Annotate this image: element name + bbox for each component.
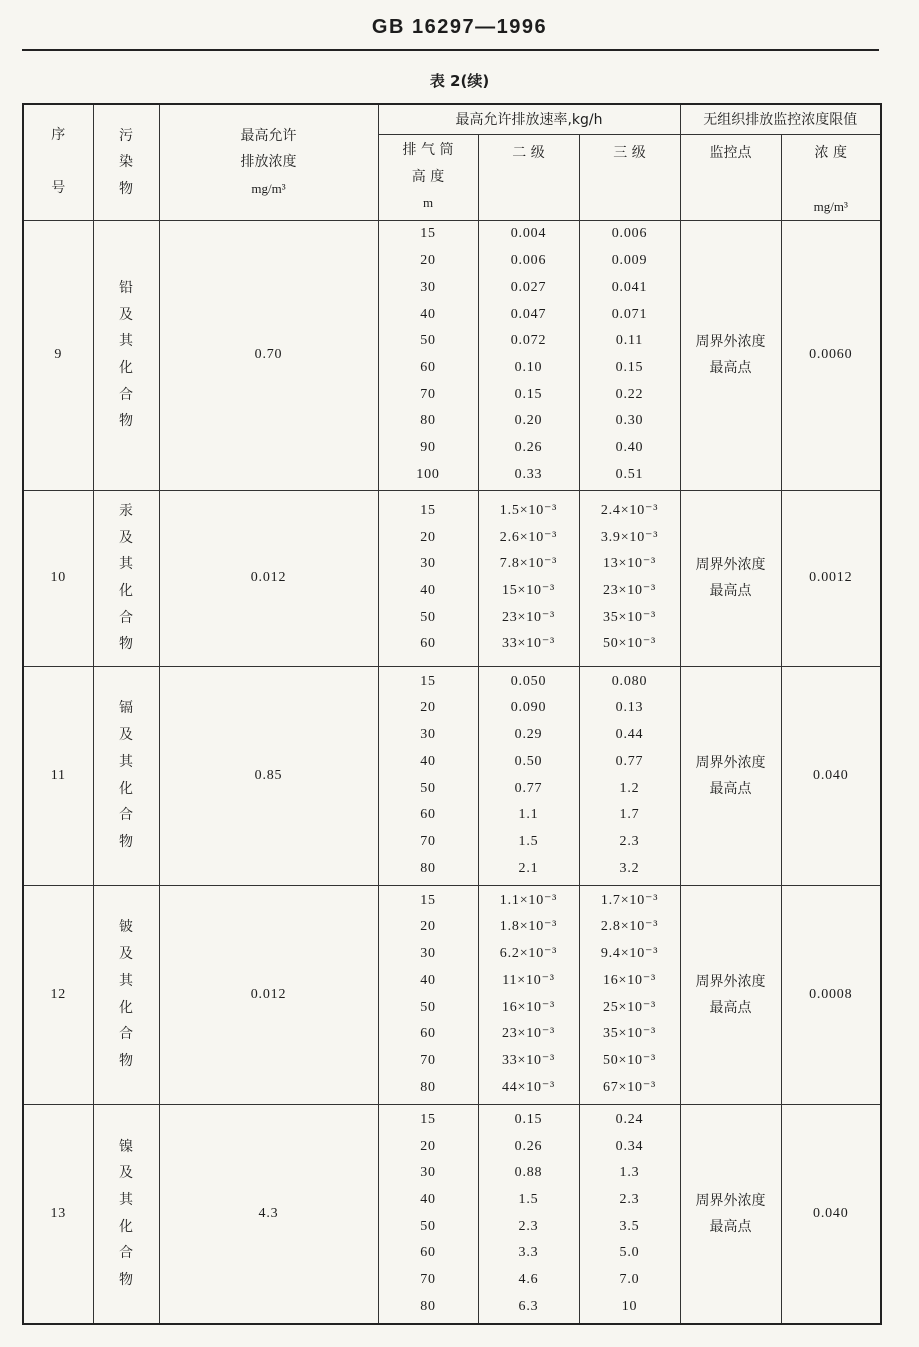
stack-height-value: 30: [420, 727, 436, 743]
col-header-seq: [23, 104, 93, 220]
grade3-rate-list: [580, 1107, 680, 1321]
grade3-rate-value: 1.7: [619, 807, 640, 823]
stack-height-header-line2: 高 度: [411, 168, 445, 185]
grade2-rate-value: 1.8×10⁻³: [499, 919, 558, 935]
stack-height-value: 60: [420, 636, 436, 652]
grade3-rate-list: [580, 669, 680, 883]
pollutant-cell: [93, 490, 159, 666]
grade2-rate-value: 0.26: [514, 1138, 543, 1154]
monitor-point-line: 周界外浓度: [695, 1192, 766, 1209]
monitor-point-cell: [680, 490, 781, 666]
grade2-rate-list: [479, 1107, 579, 1321]
grade3-rate-value: 2.3: [619, 1192, 640, 1208]
limit-value: 0.0060: [809, 347, 853, 362]
header-row-top: [23, 104, 881, 134]
pollutant-group-row: [23, 490, 881, 666]
col-header-grade3: [579, 134, 680, 220]
grade3-rate-value: 25×10⁻³: [602, 999, 657, 1015]
grade3-rate-value: 23×10⁻³: [602, 583, 657, 598]
grade3-rate-value: 0.080: [611, 673, 648, 689]
col-group-emission-rate: 最高允许排放速率,kg/h: [378, 104, 680, 134]
grade2-rate-value: 2.3: [518, 1218, 539, 1234]
grade2-rate-value: 0.15: [514, 386, 543, 402]
grade3-rate-value: 7.0: [619, 1272, 640, 1288]
limit-cell: [781, 220, 881, 490]
col-header-limit: [781, 134, 881, 220]
stack-height-value: 40: [420, 753, 436, 769]
table-title: 表 2(续): [429, 72, 490, 90]
stack-height-value: 90: [420, 440, 436, 456]
monitor-point-line: 最高点: [709, 780, 752, 797]
monitor-point-line: 最高点: [709, 999, 752, 1016]
grade2-rate-value: 0.006: [510, 253, 547, 269]
limit-cell: [781, 885, 881, 1104]
monitor-point-line: 最高点: [709, 1218, 752, 1235]
stack-height-value: 70: [420, 386, 436, 402]
stack-height-value: 15: [420, 1111, 436, 1127]
seq-cell: [23, 885, 93, 1104]
table-body: [23, 220, 881, 1324]
grade3-rate-value: 35×10⁻³: [602, 609, 657, 625]
stack-height-cell: [378, 666, 478, 885]
emission-limits-table: [22, 103, 882, 1325]
grade3-rate-value: 1.3: [619, 1165, 640, 1181]
pollutant-header-label: 污染物: [119, 127, 133, 197]
grade3-rate-value: 0.009: [611, 253, 648, 269]
grade2-rate-value: 7.8×10⁻³: [499, 556, 558, 572]
pollutant-group-row: [23, 885, 881, 1104]
monitor-point-cell: [680, 666, 781, 885]
max-conc-cell: [159, 220, 378, 490]
grade2-rate-value: 44×10⁻³: [501, 1079, 556, 1095]
seq-cell: [23, 1104, 93, 1324]
grade2-rate-value: 0.050: [510, 673, 547, 689]
limit-header-stack: [782, 140, 881, 220]
pollutant-cell: [93, 220, 159, 490]
grade2-rate-value: 2.1: [518, 860, 539, 876]
limit-value: 0.0012: [809, 570, 853, 585]
grade3-rate-value: 0.13: [615, 700, 644, 716]
pollutant-name: 镍及其化合物: [119, 1138, 133, 1289]
stack-height-cell: [378, 220, 478, 490]
grade2-rate-cell: [478, 220, 579, 490]
grade3-rate-value: 0.40: [615, 440, 644, 456]
grade2-rate-value: 0.072: [510, 333, 547, 349]
seq-number: 13: [50, 1205, 67, 1221]
stack-height-value: 80: [420, 1079, 436, 1095]
max-conc-header-line2: 排放浓度: [240, 154, 297, 170]
max-conc-cell: [159, 666, 378, 885]
col-header-max-concentration: [159, 104, 378, 220]
stack-height-value: 30: [420, 1165, 436, 1181]
grade2-rate-cell: [478, 666, 579, 885]
grade3-rate-value: 2.3: [619, 833, 640, 849]
stack-height-cell: [378, 490, 478, 666]
grade2-rate-value: 3.3: [518, 1245, 539, 1261]
grade2-rate-cell: [478, 885, 579, 1104]
stack-height-value: 40: [420, 306, 436, 322]
grade2-rate-value: 1.5×10⁻³: [499, 502, 558, 518]
grade3-rate-value: 0.041: [611, 279, 648, 295]
seq-header-label: 序号: [51, 127, 66, 197]
stack-height-value: 20: [420, 919, 436, 935]
max-conc-header-line1: 最高允许: [240, 127, 297, 144]
stack-height-value: 50: [420, 609, 436, 625]
limit-value: 0.040: [813, 1205, 849, 1221]
pollutant-name: 铍及其化合物: [119, 919, 133, 1069]
grade2-rate-cell: [478, 490, 579, 666]
grade2-rate-value: 0.50: [514, 753, 543, 769]
stack-height-value: 60: [420, 807, 436, 823]
grade2-rate-value: 1.1: [518, 807, 539, 823]
monitor-point-line: 最高点: [709, 583, 752, 599]
grade2-rate-value: 0.027: [510, 279, 547, 295]
seq-cell: [23, 220, 93, 490]
max-conc-cell: [159, 885, 378, 1104]
max-conc-header-unit: mg/m³: [251, 180, 286, 196]
grade3-rate-value: 0.11: [615, 333, 644, 349]
monitor-point-header-label: 监控点: [709, 144, 752, 161]
col-header-stack-height: [378, 134, 478, 220]
stack-height-value: 80: [420, 860, 436, 876]
seq-number: 12: [50, 986, 67, 1002]
pollutant-cell: [93, 885, 159, 1104]
grade3-rate-value: 0.071: [611, 306, 648, 322]
grade3-rate-value: 0.006: [611, 226, 648, 242]
grade3-rate-value: 35×10⁻³: [602, 1026, 657, 1042]
stack-height-value: 50: [420, 1218, 436, 1234]
seq-cell: [23, 666, 93, 885]
limit-value: 0.040: [813, 767, 849, 783]
table-header: [23, 104, 881, 220]
monitor-point-line: 周界外浓度: [695, 557, 766, 573]
max-conc-cell: [159, 490, 378, 666]
pollutant-name: 镉及其化合物: [119, 700, 133, 850]
grade2-rate-value: 0.88: [514, 1165, 543, 1181]
grade3-rate-value: 0.24: [615, 1111, 644, 1127]
grade2-rate-value: 0.090: [510, 700, 547, 716]
pollutant-cell: [93, 666, 159, 885]
seq-number: 11: [50, 767, 66, 783]
grade2-rate-cell: [478, 1104, 579, 1324]
stack-height-value: 80: [420, 1298, 436, 1314]
grade3-rate-value: 2.8×10⁻³: [600, 919, 659, 935]
stack-height-value: 80: [420, 413, 436, 429]
max-conc-cell: [159, 1104, 378, 1324]
grade3-rate-value: 0.22: [615, 386, 644, 402]
grade3-rate-value: 3.9×10⁻³: [600, 529, 659, 545]
grade3-rate-value: 10: [621, 1298, 638, 1314]
monitor-point-line: 周界外浓度: [695, 334, 766, 350]
stack-height-value: 60: [420, 360, 436, 375]
grade3-rate-value: 0.34: [615, 1138, 644, 1154]
seq-cell: [23, 490, 93, 666]
stack-height-header-unit: m: [422, 195, 434, 211]
col-header-pollutant: [93, 104, 159, 220]
grade3-rate-value: 50×10⁻³: [602, 1052, 657, 1068]
monitor-point-cell: [680, 1104, 781, 1324]
seq-number: 10: [50, 570, 67, 585]
grade3-rate-cell: [579, 220, 680, 490]
limit-cell: [781, 666, 881, 885]
max-conc-value: 0.012: [250, 986, 287, 1002]
max-conc-value: 0.85: [254, 767, 283, 783]
stack-height-value: 100: [416, 466, 440, 482]
pollutant-group-row: [23, 666, 881, 885]
grade2-rate-value: 16×10⁻³: [501, 999, 556, 1015]
grade3-rate-value: 1.7×10⁻³: [600, 892, 659, 908]
grade2-rate-value: 0.77: [514, 780, 543, 796]
grade3-rate-cell: [579, 490, 680, 666]
stack-height-value: 20: [420, 1138, 436, 1154]
grade2-rate-value: 23×10⁻³: [501, 1026, 556, 1042]
grade3-rate-list: [580, 498, 680, 658]
stack-height-value: 30: [420, 556, 436, 572]
stack-height-list: [379, 1107, 478, 1321]
grade2-rate-value: 11×10⁻³: [502, 972, 555, 988]
seq-number: 9: [54, 347, 63, 362]
limit-cell: [781, 1104, 881, 1324]
grade3-rate-value: 5.0: [619, 1245, 640, 1261]
grade2-rate-value: 4.6: [518, 1272, 539, 1288]
monitor-point-cell: [680, 885, 781, 1104]
grade2-rate-value: 0.26: [514, 440, 543, 456]
limit-header-label: 浓 度: [814, 144, 847, 161]
stack-height-value: 15: [420, 226, 436, 242]
grade2-header-label: 二 级: [512, 144, 545, 161]
pollutant-name: 铅及其化合物: [119, 279, 133, 430]
grade3-rate-value: 67×10⁻³: [602, 1079, 657, 1095]
grade2-rate-value: 15×10⁻³: [501, 583, 556, 598]
pollutant-cell: [93, 1104, 159, 1324]
stack-height-list: [379, 669, 478, 883]
grade3-rate-value: 0.77: [615, 753, 644, 769]
grade2-rate-value: 0.33: [514, 466, 543, 482]
grade2-rate-value: 33×10⁻³: [501, 636, 556, 652]
grade2-rate-value: 0.004: [510, 226, 547, 242]
grade3-rate-cell: [579, 1104, 680, 1324]
stack-height-value: 60: [420, 1026, 436, 1042]
grade2-rate-list: [479, 669, 579, 883]
col-group-fugitive-limit: 无组织排放监控浓度限值: [680, 104, 881, 134]
grade3-header-label: 三 级: [613, 144, 646, 161]
grade2-rate-value: 0.29: [514, 727, 543, 743]
stack-height-list: [379, 888, 478, 1102]
grade2-rate-value: 0.20: [514, 413, 543, 429]
pollutant-group-row: [23, 220, 881, 490]
standard-code-header: GB 16297—1996: [371, 16, 548, 38]
col-header-grade2: [478, 134, 579, 220]
grade2-rate-value: 23×10⁻³: [501, 609, 556, 625]
limit-header-unit: mg/m³: [813, 198, 848, 214]
stack-height-cell: [378, 1104, 478, 1324]
pollutant-group-row: [23, 1104, 881, 1324]
grade3-rate-value: 50×10⁻³: [602, 636, 657, 652]
stack-height-value: 60: [420, 1245, 436, 1261]
stack-height-header-line1: 排 气 筒: [402, 142, 454, 159]
stack-height-list: [379, 498, 478, 658]
grade3-rate-value: 3.2: [619, 860, 640, 876]
grade2-rate-list: [479, 888, 579, 1102]
grade3-rate-cell: [579, 885, 680, 1104]
grade2-rate-value: 0.15: [514, 1111, 543, 1127]
grade3-rate-value: 3.5: [619, 1218, 640, 1234]
grade2-rate-list: [479, 498, 579, 658]
monitor-point-line: 周界外浓度: [695, 754, 766, 771]
stack-height-value: 70: [420, 833, 436, 849]
grade2-rate-list: [479, 221, 579, 488]
stack-height-value: 20: [420, 529, 436, 545]
grade3-rate-value: 1.2: [619, 780, 640, 796]
stack-height-value: 15: [420, 673, 436, 689]
monitor-point-line: 周界外浓度: [695, 973, 766, 990]
grade2-rate-value: 0.047: [510, 306, 547, 322]
grade3-rate-value: 0.15: [615, 360, 644, 375]
grade3-rate-value: 0.44: [615, 727, 644, 743]
monitor-point-cell: [680, 220, 781, 490]
grade3-rate-value: 13×10⁻³: [602, 556, 657, 572]
grade2-rate-value: 1.5: [518, 833, 539, 849]
stack-height-value: 70: [420, 1052, 436, 1068]
stack-height-list: [379, 221, 478, 488]
stack-height-cell: [378, 885, 478, 1104]
stack-height-value: 15: [420, 892, 436, 908]
col-header-monitor-point: [680, 134, 781, 220]
grade3-rate-value: 0.51: [615, 466, 644, 482]
grade3-rate-value: 0.30: [615, 413, 644, 429]
grade3-rate-value: 2.4×10⁻³: [600, 502, 659, 518]
grade3-rate-value: 9.4×10⁻³: [600, 946, 659, 962]
stack-height-value: 30: [420, 946, 436, 962]
limit-cell: [781, 490, 881, 666]
stack-height-value: 15: [420, 502, 436, 518]
stack-height-value: 20: [420, 253, 436, 269]
stack-height-value: 70: [420, 1272, 436, 1288]
stack-height-value: 40: [420, 1192, 436, 1208]
stack-height-value: 50: [420, 780, 436, 796]
stack-height-value: 30: [420, 279, 436, 295]
max-conc-value: 0.012: [250, 570, 287, 585]
stack-height-value: 50: [420, 333, 436, 349]
stack-height-value: 40: [420, 583, 436, 598]
stack-height-value: 20: [420, 700, 436, 716]
grade2-rate-value: 1.1×10⁻³: [499, 892, 558, 908]
limit-value: 0.0008: [809, 986, 853, 1002]
grade2-rate-value: 6.3: [518, 1298, 539, 1314]
stack-height-value: 40: [420, 972, 436, 988]
grade3-rate-list: [580, 888, 680, 1102]
header-rule: [22, 49, 879, 51]
stack-height-value: 50: [420, 999, 436, 1015]
max-conc-value: 4.3: [258, 1205, 279, 1221]
max-conc-value: 0.70: [254, 347, 283, 362]
grade3-rate-cell: [579, 666, 680, 885]
monitor-point-line: 最高点: [709, 360, 752, 376]
grade2-rate-value: 6.2×10⁻³: [499, 946, 558, 962]
grade3-rate-list: [580, 221, 680, 488]
grade2-rate-value: 2.6×10⁻³: [499, 529, 558, 545]
grade3-rate-value: 16×10⁻³: [602, 972, 657, 988]
grade2-rate-value: 33×10⁻³: [501, 1052, 556, 1068]
grade2-rate-value: 0.10: [514, 360, 543, 375]
pollutant-name: 汞及其化合物: [119, 502, 133, 653]
grade2-rate-value: 1.5: [518, 1192, 539, 1208]
